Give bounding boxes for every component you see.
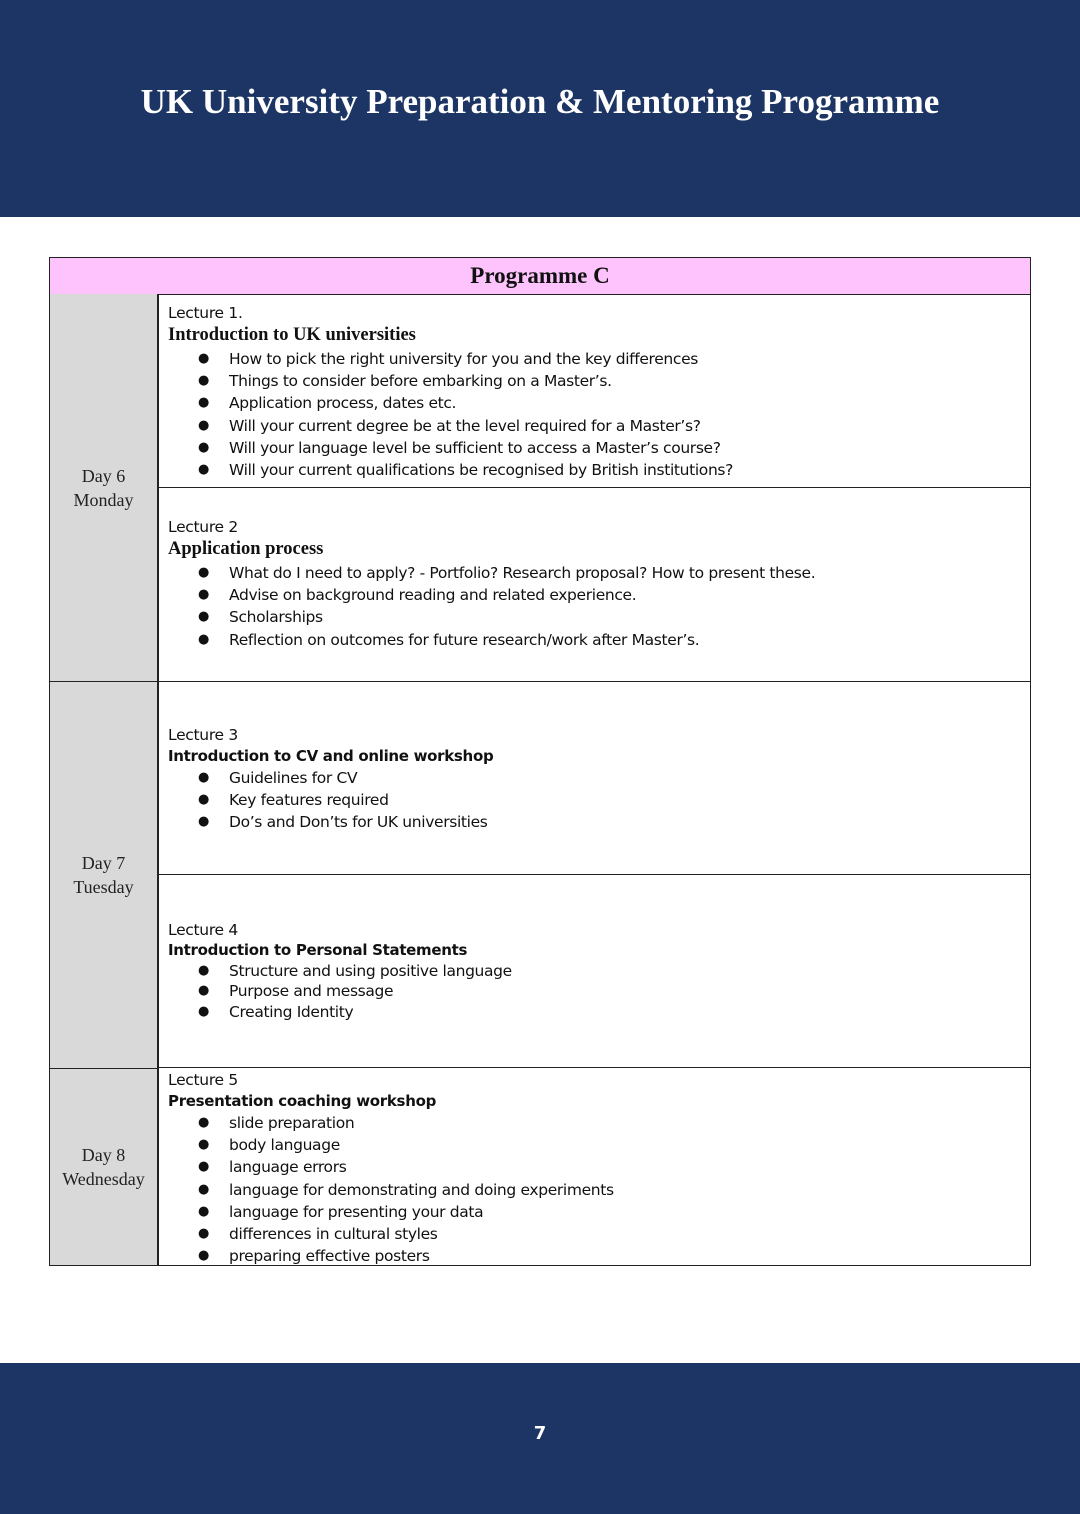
topic-item: ● Advise on background reading and related experience.: [168, 584, 1030, 606]
topic-item: ● Application process, dates etc.: [168, 392, 1030, 414]
weekday-label: Tuesday: [73, 877, 134, 897]
topic-item: ● slide preparation: [168, 1112, 1030, 1134]
bullet-icon: ●: [198, 587, 209, 603]
lecture-title: Introduction to CV and online workshop: [168, 747, 494, 765]
topic-item: ● Will your current qualifications be recognised by British institutions?: [168, 459, 1030, 481]
bullet-icon: ●: [198, 1115, 209, 1130]
lecture-title: Introduction to UK universities: [168, 325, 416, 345]
bullet-icon: ●: [198, 1248, 209, 1264]
bullet-icon: ●: [198, 609, 209, 625]
bullet-icon: ●: [198, 1203, 209, 1219]
lecture-number: Lecture 1.: [168, 304, 243, 322]
document-title: UK University Preparation & Mentoring Programme: [140, 82, 940, 121]
lecture-number: Lecture 2: [168, 518, 238, 536]
lecture-topics: [168, 1112, 1030, 1267]
topic-item: ● language for demonstrating and doing experiments: [168, 1179, 1030, 1201]
topic-item: ● How to pick the right university for you and the key differences: [168, 348, 1030, 370]
day-cell-day-6: [50, 294, 159, 681]
bullet-icon: ●: [198, 439, 209, 455]
lecture-number: Lecture 5: [168, 1071, 238, 1089]
bullet-icon: ●: [198, 417, 209, 433]
day-label: Day 6: [81, 465, 126, 486]
lecture-cell-2: [159, 487, 1030, 681]
lecture-cell-4: [159, 874, 1030, 1068]
bullet-icon: ●: [198, 631, 209, 647]
weekday-label: Wednesday: [62, 1169, 145, 1189]
day-cell-day-8: [50, 1068, 159, 1265]
topic-item: ● body language: [168, 1134, 1030, 1156]
topic-item: ● Purpose and message: [198, 982, 394, 1001]
bullet-icon: ●: [198, 395, 209, 411]
topic-item: ● What do I need to apply? - Portfolio? Research proposal? How to present these.: [168, 562, 1030, 584]
topic-item: ● Will your current degree be at the level required for a Master’s?: [168, 415, 1030, 437]
lecture-topics: [168, 348, 1030, 481]
bullet-icon: ●: [198, 1226, 209, 1242]
bullet-icon: ●: [198, 462, 209, 478]
lecture-title: Application process: [168, 539, 324, 559]
topic-item: ● Creating Identity: [198, 1002, 354, 1021]
bullet-icon: ●: [198, 792, 209, 808]
bullet-icon: ●: [198, 1003, 209, 1019]
programme-table: [49, 257, 1031, 1266]
topic-item: ● Guidelines for CV: [168, 767, 1030, 789]
topic-item: ● Things to consider before embarking on a Master’s.: [168, 370, 1030, 392]
programme-title: Programme C: [50, 258, 1030, 295]
lecture-title: Presentation coaching workshop: [168, 1092, 437, 1110]
lecture-topics: [168, 562, 1030, 651]
bullet-icon: ●: [198, 814, 209, 830]
lecture-topics: [168, 767, 1030, 834]
weekday-label: Monday: [73, 489, 134, 510]
day-label: Day 7: [81, 853, 126, 873]
bullet-icon: ●: [198, 770, 209, 785]
bullet-icon: ●: [198, 1159, 209, 1175]
lecture-number: Lecture 3: [168, 726, 238, 744]
topic-item: ● Reflection on outcomes for future research/work after Master’s.: [168, 629, 1030, 651]
lecture-cell-5: [159, 1067, 1030, 1265]
topic-item: ● Key features required: [168, 789, 1030, 811]
topic-item: ● language errors: [168, 1156, 1030, 1178]
topic-item: ● Scholarships: [168, 606, 1030, 628]
day-label: Day 8: [81, 1145, 126, 1165]
page-number: 7: [533, 1423, 547, 1444]
bullet-icon: ●: [198, 983, 209, 999]
topic-item: ● Structure and using positive language: [198, 962, 512, 980]
lecture-cell-3: [159, 681, 1030, 875]
lecture-number: Lecture 4: [168, 921, 238, 939]
topic-item: ● language for presenting your data: [168, 1201, 1030, 1223]
topic-item: ● differences in cultural styles: [168, 1223, 1030, 1245]
topic-item: ● preparing effective posters: [168, 1245, 1030, 1267]
topic-item: ● Do’s and Don’ts for UK universities: [168, 811, 1030, 833]
lecture-cell-1: [159, 294, 1030, 488]
lecture-title: Introduction to Personal Statements: [168, 941, 468, 959]
bullet-icon: ●: [198, 565, 209, 580]
bullet-icon: ●: [198, 351, 209, 366]
bullet-icon: ●: [198, 1181, 209, 1197]
bullet-icon: ●: [198, 963, 209, 978]
lecture-topics: [168, 961, 1030, 1022]
page-header: [0, 0, 1080, 217]
bullet-icon: ●: [198, 1137, 209, 1153]
day-cell-day-7: [50, 681, 159, 1068]
bullet-icon: ●: [198, 373, 209, 389]
topic-item: ● Will your language level be sufficient to access a Master’s course?: [168, 437, 1030, 459]
